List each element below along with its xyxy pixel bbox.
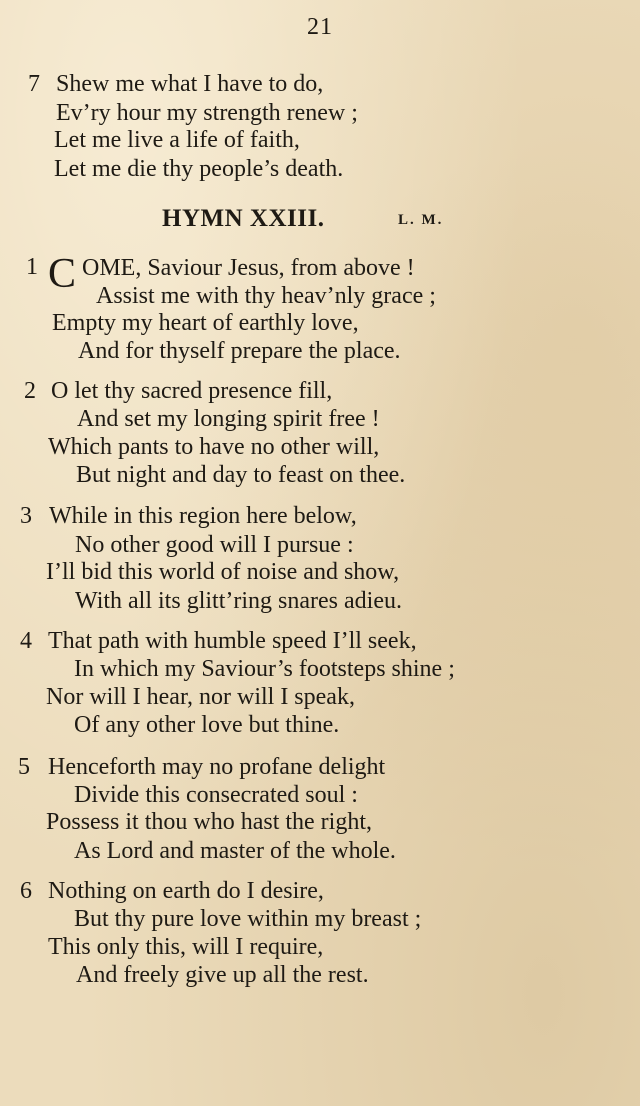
- verse-line: Ev’ry hour my strength renew ;: [56, 100, 358, 126]
- verse-line: And set my longing spirit free !: [77, 406, 380, 432]
- stanza-number: 2: [24, 378, 36, 404]
- verse-line: Shew me what I have to do,: [56, 71, 324, 97]
- verse-line: And for thyself prepare the place.: [78, 338, 401, 364]
- hymn-title: HYMN XXIII.: [162, 205, 325, 232]
- page-number: 21: [307, 14, 333, 40]
- stanza-number: 7: [28, 71, 40, 97]
- verse-line: O let thy sacred presence fill,: [51, 378, 333, 404]
- verse-line: But thy pure love within my breast ;: [74, 906, 422, 932]
- stanza-number: 4: [20, 628, 32, 654]
- drop-cap: C: [48, 251, 77, 297]
- verse-line: Henceforth may no profane delight: [48, 754, 386, 780]
- verse-line: No other good will I pursue :: [75, 532, 354, 558]
- verse-line: With all its glitt’ring snares adieu.: [75, 588, 402, 614]
- verse-line: Let me die thy people’s death.: [54, 156, 344, 182]
- verse-line: Of any other love but thine.: [74, 712, 340, 738]
- verse-line: Nothing on earth do I desire,: [48, 878, 324, 904]
- verse-line: Possess it thou who hast the right,: [46, 809, 373, 835]
- stanza-number: 5: [18, 754, 30, 780]
- verse-line: OME, Saviour Jesus, from above !: [82, 255, 415, 281]
- verse-line: As Lord and master of the whole.: [74, 838, 396, 864]
- stanza-number: 3: [20, 503, 32, 529]
- verse-line: I’ll bid this world of noise and show,: [46, 559, 400, 585]
- verse-line: Assist me with thy heav’nly grace ;: [96, 283, 436, 309]
- hymn-meter: L. M.: [398, 212, 444, 228]
- verse-line: And freely give up all the rest.: [76, 962, 369, 988]
- verse-line: Nor will I hear, nor will I speak,: [46, 684, 355, 710]
- verse-line: Empty my heart of earthly love,: [52, 310, 359, 336]
- verse-line: In which my Saviour’s footsteps shine ;: [74, 656, 455, 682]
- verse-line: But night and day to feast on thee.: [76, 462, 406, 488]
- stanza-number: 1: [26, 254, 38, 280]
- verse-line: That path with humble speed I’ll seek,: [48, 628, 417, 654]
- verse-line: Let me live a life of faith,: [54, 127, 300, 153]
- verse-line: This only this, will I require,: [48, 934, 324, 960]
- verse-line: Divide this consecrated soul :: [74, 782, 358, 808]
- verse-line: Which pants to have no other will,: [48, 434, 380, 460]
- verse-line: While in this region here below,: [49, 503, 357, 529]
- stanza-number: 6: [20, 878, 32, 904]
